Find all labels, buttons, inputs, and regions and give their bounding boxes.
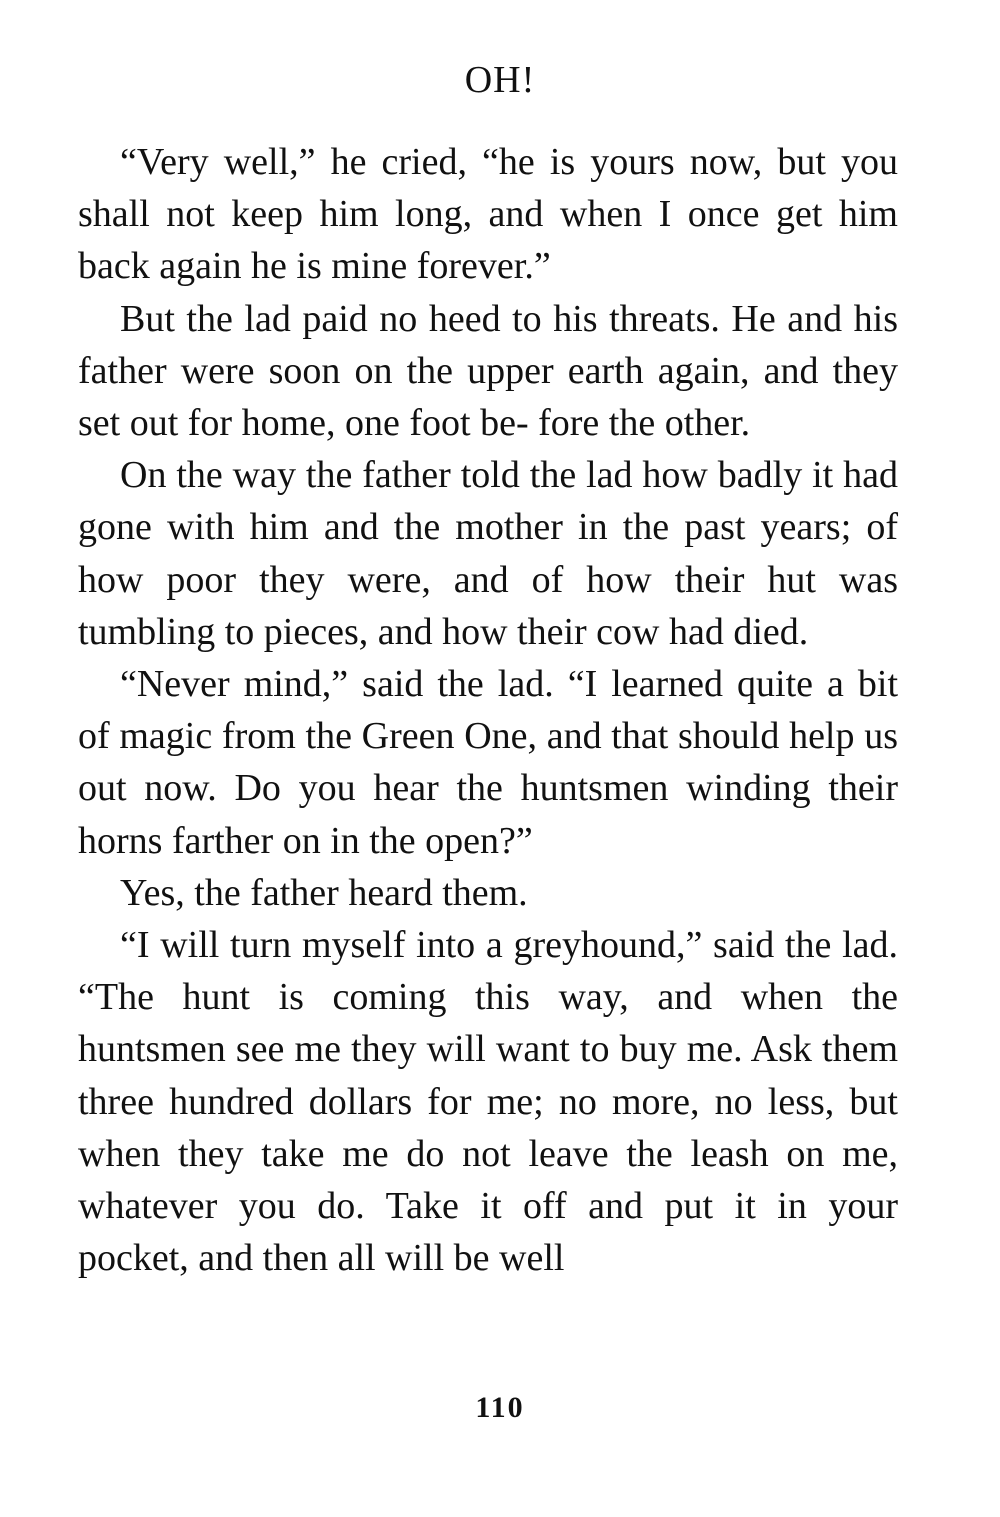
paragraph: On the way the father told the lad how badly it had gone with him and the mother in the past years; of how poor they were, and of how their hut was tumbling to pieces, and how their cow had died.	[78, 454, 898, 653]
paragraph: “Very well,” he cried, “he is yours now, but you shall not keep him long, and when I once get him back again he is mine forever.”	[78, 141, 898, 288]
paragraph: “Never mind,” said the lad. “I learned quite a bit of magic from the Green One, and that should help us out now. Do you hear the huntsmen winding their horns farther on in the open?”	[78, 663, 898, 862]
paragraph: But the lad paid no heed to his threats. He and his father were soon on the upper earth again, and they set out for home, one foot be- fore the other.	[78, 297, 898, 445]
body-text	[78, 136, 898, 1284]
paragraph: “I will turn myself into a greyhound,” said the lad. “The hunt is coming this way, and when the huntsmen see me they will want to buy me. Ask them three hundred dollars for me; no more, no less, but when they take me do not leave the leash on me, whatever you do. Take it off and put it in your pocket, and then all will be well	[78, 924, 898, 1280]
page-number: 110	[475, 1391, 525, 1424]
paragraph: Yes, the father heard them.	[120, 871, 528, 914]
running-head: OH!	[464, 59, 536, 101]
